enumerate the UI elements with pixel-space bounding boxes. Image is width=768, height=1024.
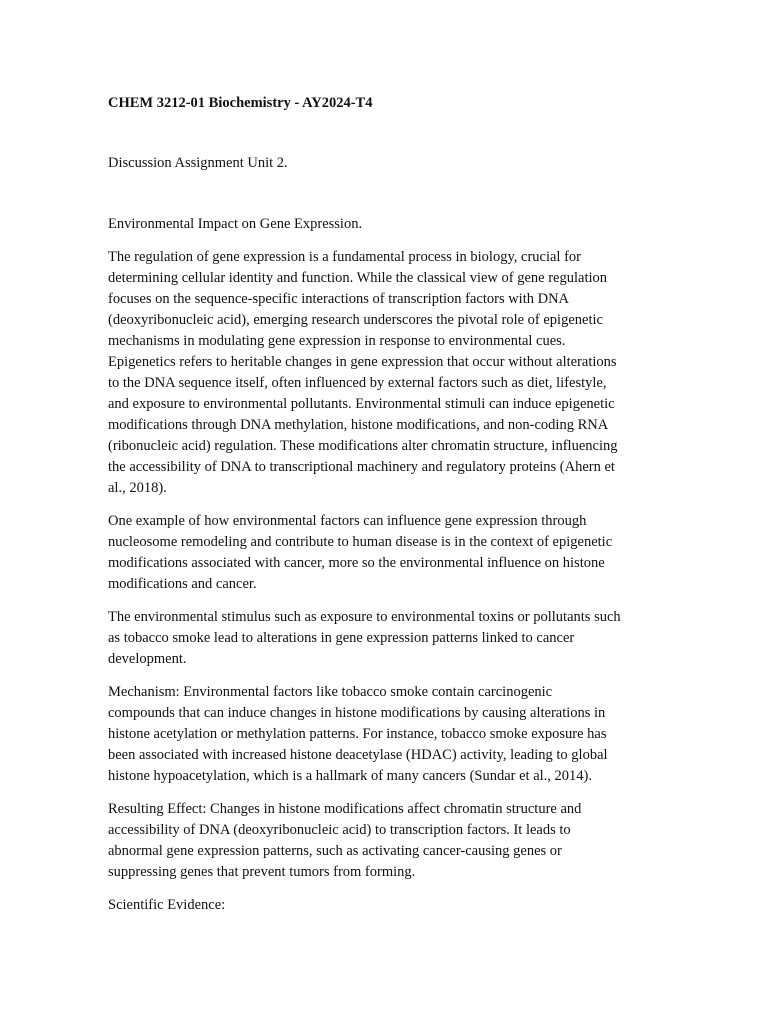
text-line: modifications associated with cancer, more so the environmental influence on histone [108, 555, 605, 571]
text-line: to the DNA sequence itself, often influenced by external factors such as diet, lifestyle, [108, 375, 607, 391]
text-line: accessibility of DNA (deoxyribonucleic acid) to transcription factors. It leads to [108, 822, 571, 838]
paragraph-stimulus [108, 607, 648, 670]
text-line: the accessibility of DNA to transcriptional machinery and regulatory proteins (Ahern et [108, 459, 615, 475]
text-line: (deoxyribonucleic acid), emerging research underscores the pivotal role of epigenetic [108, 312, 603, 328]
text-line: (ribonucleic acid) regulation. These modifications alter chromatin structure, influencing [108, 438, 618, 454]
paragraph-resulting-effect [108, 799, 648, 883]
text-line: One example of how environmental factors can influence gene expression through [108, 513, 587, 529]
paragraph-mechanism [108, 682, 648, 787]
text-line: development. [108, 651, 187, 667]
course-title: CHEM 3212-01 Biochemistry - AY2024-T4 [108, 95, 373, 111]
text-line: mechanisms in modulating gene expression in response to environmental cues. [108, 333, 566, 349]
text-line: histone acetylation or methylation patterns. For instance, tobacco smoke exposure has [108, 726, 607, 742]
text-line: Mechanism: Environmental factors like tobacco smoke contain carcinogenic [108, 684, 553, 700]
paragraph-intro [108, 247, 648, 499]
document-body [108, 214, 648, 928]
text-line: determining cellular identity and function. While the classical view of gene regulation [108, 270, 608, 286]
text-line: The regulation of gene expression is a fundamental process in biology, crucial for [108, 249, 581, 265]
text-line: focuses on the sequence-specific interactions of transcription factors with DNA [108, 291, 570, 307]
section-heading: Environmental Impact on Gene Expression. [108, 216, 363, 232]
text-line: modifications and cancer. [108, 576, 257, 592]
text-line: as tobacco smoke lead to alterations in gene expression patterns linked to cancer [108, 630, 575, 646]
section-label: Scientific Evidence: [108, 897, 226, 913]
text-line: and exposure to environmental pollutants. Environmental stimuli can induce epigenetic [108, 396, 615, 412]
text-line: nucleosome remodeling and contribute to human disease is in the context of epigenetic [108, 534, 613, 550]
text-line: Epigenetics refers to heritable changes in gene expression that occur without alterations [108, 354, 617, 370]
text-line: The environmental stimulus such as exposure to environmental toxins or pollutants such [108, 609, 621, 625]
text-line: compounds that can induce changes in histone modifications by causing alterations in [108, 705, 606, 721]
text-line: Resulting Effect: Changes in histone modifications affect chromatin structure and [108, 801, 582, 817]
paragraph-example [108, 511, 648, 595]
text-line: abnormal gene expression patterns, such as activating cancer-causing genes or [108, 843, 562, 859]
text-line: been associated with increased histone deacetylase (HDAC) activity, leading to global [108, 747, 608, 763]
text-line: modifications through DNA methylation, histone modifications, and non-coding RNA [108, 417, 609, 433]
assignment-title: Discussion Assignment Unit 2. [108, 155, 288, 171]
text-line: suppressing genes that prevent tumors from forming. [108, 864, 416, 880]
text-line: histone hypoacetylation, which is a hallmark of many cancers (Sundar et al., 2014). [108, 768, 592, 784]
text-line: al., 2018). [108, 480, 167, 496]
